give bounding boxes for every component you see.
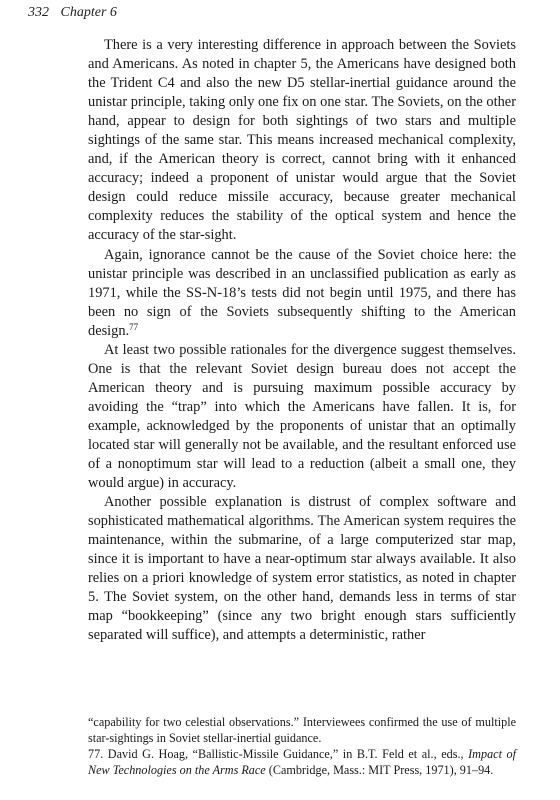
chapter-title: Chapter 6 <box>60 5 117 20</box>
paragraph-2 <box>88 246 516 341</box>
footnote-77 <box>88 746 516 778</box>
footnote-continued <box>88 714 516 746</box>
footnote-continued-text: “capability for two celestial observations.” Interviewees confirmed the use of multiple star-sightings in Soviet stellar-inertial guidance. <box>88 715 516 745</box>
paragraph-2-text: Again, ignorance cannot be the cause of the Soviet choice here: the unistar principle was described in an unclassified publication as early as 1971, while the SS-N-18’s tests did not begin until 1975, and there has been no sign of the Soviets subsequently shifting to the American design. <box>88 246 516 339</box>
footnote-reference-77[interactable]: 77 <box>129 321 139 332</box>
paragraph-3-text: At least two possible rationales for the divergence suggest themselves. One is that the relevant Soviet design bureau does not accept the American theory and is pursuing maximum possible accuracy by avoiding the “trap” into which the Americans have fallen. It is, for example, acknowledged by the proponents of unistar that an optimally located star will generally not be available, and the resultant enforced use of a nonoptimum star will lead to a reduction (albeit a small one, they would argue) in accuracy. <box>88 341 516 492</box>
footnote-77-number: 77. <box>88 747 104 761</box>
footnotes <box>88 714 516 778</box>
body-text <box>88 36 516 646</box>
paragraph-4-text: Another possible explanation is distrust of complex software and sophisticated mathematical algorithms. The American system requires the maintenance, within the submarine, of a large computerized star map, since it is important to have a near-optimum star always available. It also relies on a priori knowledge of system error statistics, as noted in chapter 5. The Soviet system, on the other hand, demands less in terms of star map “bookkeeping” (since any two bright enough stars sufficiently separated will suffice), and attempts a deterministic, rather <box>88 494 516 644</box>
footnote-77-book-title: Impact of New Technologies on the Arms Race <box>88 747 516 777</box>
footnote-77-publication: (Cambridge, Mass.: MIT Press, 1971), 91–94. <box>268 763 494 777</box>
paragraph-1 <box>88 36 516 246</box>
page-number: 332 <box>28 5 49 20</box>
paragraph-3 <box>88 341 516 493</box>
footnote-77-text: David G. Hoag, “Ballistic-Missile Guidance,” in B.T. Feld et al., eds., <box>107 747 464 761</box>
paragraph-4 <box>88 493 516 645</box>
running-head <box>28 5 117 21</box>
paragraph-1-text: There is a very interesting difference in approach between the Soviets and Americans. As noted in chapter 5, the Americans have designed both the Trident C4 and also the new D5 stellar-inertial guidance around the unistar principle, taking only one fix on one star. The Soviets, on the other hand, appear to design for both sightings of two stars and multiple sightings of the same star. This means increased mechanical complexity, and, if the American theory is correct, cannot bring with it enhanced accuracy; indeed a proponent of unistar would argue that the Soviet design could reduce missile accuracy, because greater mechanical complexity reduces the stability of the optical system and hence the accuracy of the star-sight. <box>88 37 516 244</box>
